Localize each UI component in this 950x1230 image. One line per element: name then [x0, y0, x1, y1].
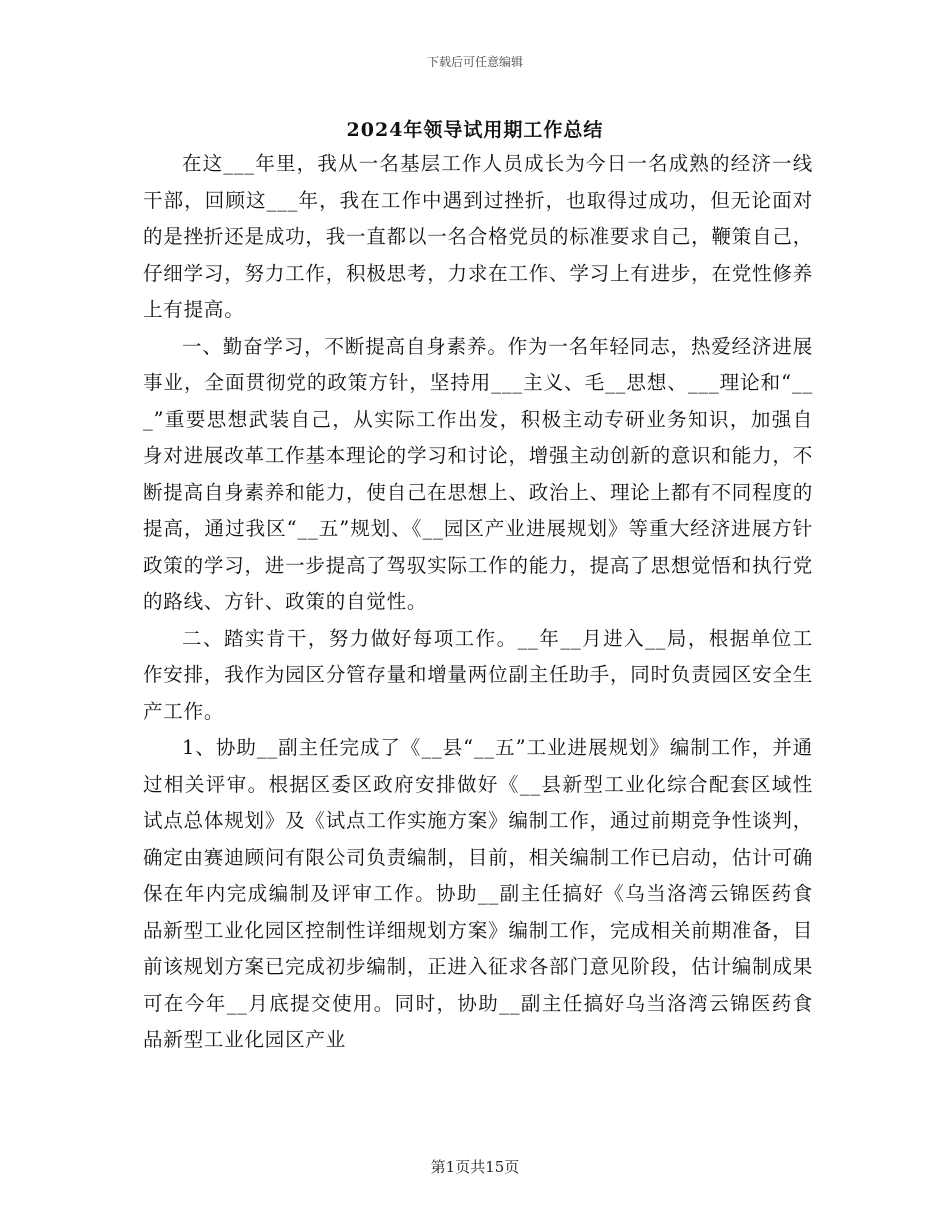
- document-title: 2024年领导试用期工作总结: [346, 119, 604, 141]
- paragraph-item-1: 1、协助__副主任完成了《__县“__五”工业进展规划》编制工作，并通过相关评审。根据区委区政府安排做好《__县新型工业化综合配套区域性试点总体规划》及《试点工作实施方案》编制工作，通过前期竞争性谈判，确定由赛迪顾问有限公司负责编制，目前，相关编制工作已启动，估计可确保在年内完成编制及评审工作。协助__副主任搞好《乌当洛湾云锦医药食品新型工业化园区控制性详细规划方案》编制工作，完成相关前期准备，目前该规划方案已完成初步编制，正进入征求各部门意见阶段，估计编制成果可在今年__月底提交使用。同时，协助__副主任搞好乌当洛湾云锦医药食品新型工业化园区产业: [143, 736, 813, 1051]
- page-number: 第1页共15页: [430, 1158, 520, 1176]
- document-body: [143, 146, 813, 1059]
- paragraph-study: 一、勤奋学习，不断提高自身素养。作为一名年轻同志，热爱经济进展事业，全面贯彻党的政策方针，坚持用___主义、毛__思想、___理论和“___”重要思想武装自己，从实际工作出发，积极主动专研业务知识，加强自身对进展改革工作基本理论的学习和讨论，增强主动创新的意识和能力，不断提高自身素养和能力，使自己在思想上、政治上、理论上都有不同程度的提高，通过我区“__五”规划、《__园区产业进展规划》等重大经济进展方针政策的学习，进一步提高了驾驭实际工作的能力，提高了思想觉悟和执行党的路线、方针、政策的自觉性。: [143, 334, 813, 613]
- paragraph-intro: 在这___年里，我从一名基层工作人员成长为今日一名成熟的经济一线干部，回顾这___年，我在工作中遇到过挫折，也取得过成功，但无论面对的是挫折还是成功，我一直都以一名合格党员的标准要求自己，鞭策自己，仔细学习，努力工作，积极思考，力求在工作、学习上有进步，在党性修养上有提高。: [143, 152, 813, 321]
- paragraph-work: 二、踏实肯干，努力做好每项工作。__年__月进入__局，根据单位工作安排，我作为园区分管存量和增量两位副主任助手，同时负责园区安全生产工作。: [143, 626, 813, 723]
- page-header-note: 下载后可任意编辑: [426, 55, 523, 69]
